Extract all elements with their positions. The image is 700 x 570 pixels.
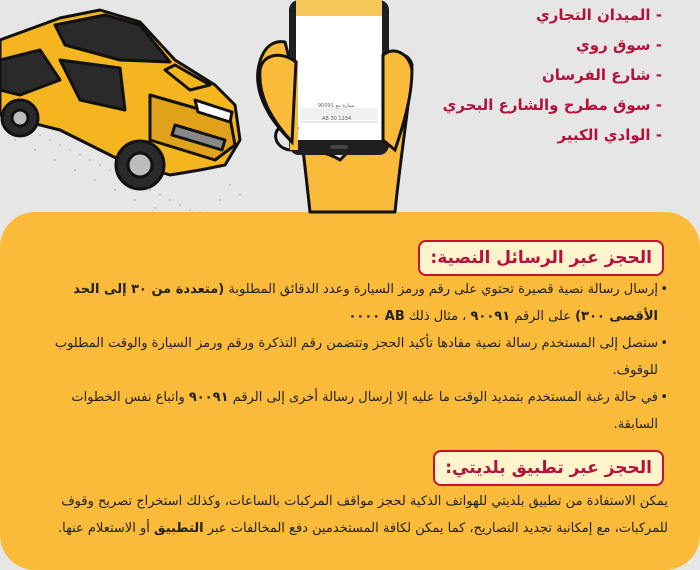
- app-paragraph-text-2: أو الاستعلام عنها.: [58, 521, 154, 536]
- sms-bullet-1: [38, 276, 668, 330]
- location-list: [382, 0, 662, 150]
- sms-bullet-1-number: ٩٠٠٩١: [470, 309, 511, 324]
- location-item: - سوق روي: [576, 36, 662, 54]
- sms-section-title: الحجز عبر الرسائل النصية:: [418, 240, 664, 276]
- sms-bullet-1-text: إرسال رسالة نصية قصيرة تحتوي على رقم ورمز السيارة وعدد الدقائق المطلوبة: [224, 282, 658, 297]
- sms-bullet-3-number: ٩٠٠٩١: [188, 390, 229, 405]
- sms-bullet-3-text-2: واتباع نفس الخطوات السابقة.: [71, 390, 658, 432]
- app-paragraph-bold: التطبيق: [153, 521, 204, 536]
- app-paragraph-text: يمكن الاستفادة من تطبيق بلديتي للهواتف الذكية لحجز مواقف المركبات بالساعات، وكذلك استخراج تصريح وقوف للمركبات، مع إمكانية تجديد التصاريح، كما يمكن لكافة المستخدمين دفع المخالفات عبر: [61, 494, 668, 536]
- sms-bullet-3: [38, 384, 668, 438]
- car-illustration: [0, 10, 240, 189]
- sms-bullet-2: • ستصل إلى المستخدم رسالة نصية مفادها تأكيد الحجز وتتضمن رقم التذكرة ورقم ورمز السيارة والوقت المطلوب للوقوف.: [38, 330, 668, 384]
- app-section-body: [38, 488, 668, 542]
- app-section-title: الحجز عبر تطبيق بلديتي:: [433, 450, 664, 486]
- app-paragraph: [38, 488, 668, 542]
- phone-input-text: 1234 AB 30: [322, 116, 352, 122]
- location-item: - شارع الفرسان: [541, 66, 662, 84]
- sms-bullet-1-text-2: على الرقم: [510, 309, 576, 324]
- sms-bullet-1-range: (متعددة من ٣٠ إلى الحد الأقصى ٣٠٠): [73, 282, 658, 324]
- phone: [289, 0, 389, 155]
- sms-bullet-3-text: في حالة رغبة المستخدم بتمديد الوقت ما عليه إلا إرسال رسالة أخرى إلى الرقم: [228, 390, 658, 405]
- phone-message-label: سيارة مع 90091: [318, 103, 355, 109]
- location-item: - الميدان التجاري: [536, 6, 662, 24]
- sms-bullet-1-example: AB ٠٠٠٠: [348, 309, 405, 324]
- location-item: - سوق مطرح والشارع البحري: [442, 96, 662, 114]
- sms-section-body: [38, 276, 668, 438]
- location-item: - الوادي الكبير: [557, 126, 662, 144]
- sms-bullet-1-text-3: ، مثال ذلك: [404, 309, 471, 324]
